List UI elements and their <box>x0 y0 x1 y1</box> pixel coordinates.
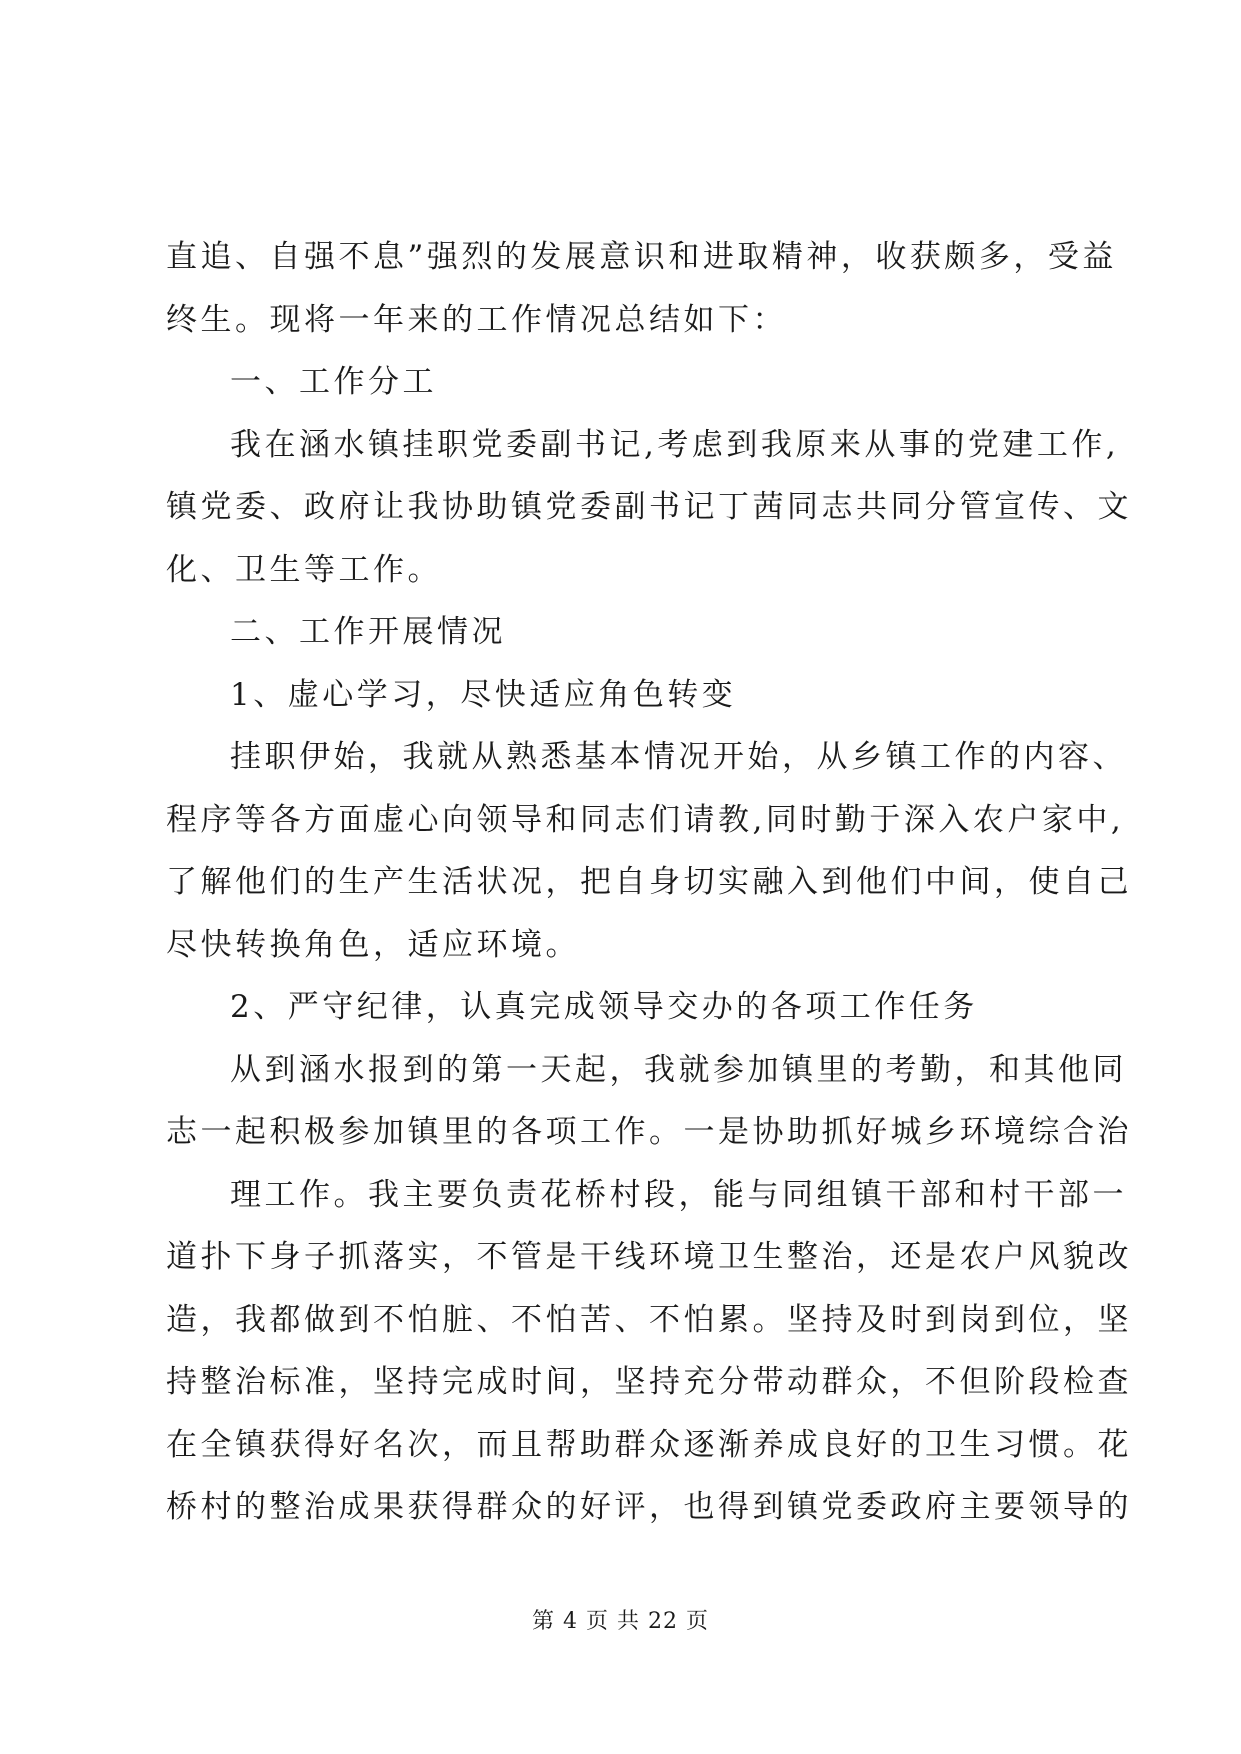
section-heading: 二、工作开展情况 <box>230 614 506 650</box>
subsection-heading: 2、严守纪律，认真完成领导交办的各项工作任务 <box>230 989 978 1025</box>
text-line: 了解他们的生产生活状况，把自身切实融入到他们中间，使自己 <box>166 864 1132 900</box>
text-line: 挂职伊始，我就从熟悉基本情况开始，从乡镇工作的内容、 <box>230 739 1127 775</box>
text-line: 化、卫生等工作。 <box>166 551 442 588</box>
text-line: 镇党委、政府让我协助镇党委副书记丁茜同志共同分管宣传、文 <box>166 489 1132 525</box>
document-body <box>166 226 1132 1539</box>
text-line: 桥村的整治成果获得群众的好评，也得到镇党委政府主要领导的 <box>166 1489 1132 1525</box>
text-line: 持整治标准，坚持完成时间，坚持充分带动群众，不但阶段检查 <box>166 1364 1132 1400</box>
text-line: 造，我都做到不怕脏、不怕苦、不怕累。坚持及时到岗到位，坚 <box>166 1301 1132 1338</box>
text-line: 从到涵水报到的第一天起，我就参加镇里的考勤，和其他同 <box>230 1051 1127 1088</box>
text-line: 在全镇获得好名次，而且帮助群众逐渐养成良好的卫生习惯。花 <box>166 1426 1132 1463</box>
text-line: 程序等各方面虚心向领导和同志们请教,同时勤于深入农户家中, <box>166 801 1125 838</box>
section-heading: 一、工作分工 <box>230 364 437 400</box>
text-line: 尽快转换角色，适应环境。 <box>166 926 580 963</box>
text-line: 终生。现将一年来的工作情况总结如下： <box>166 301 787 338</box>
text-line: 我在涵水镇挂职党委副书记,考虑到我原来从事的党建工作, <box>230 426 1120 463</box>
page-number-footer: 第 4 页 共 22 页 <box>532 1609 709 1634</box>
text-line: 道扑下身子抓落实，不管是干线环境卫生整治，还是农户风貌改 <box>166 1239 1132 1275</box>
text-line: 志一起积极参加镇里的各项工作。一是协助抓好城乡环境综合治 <box>166 1114 1132 1150</box>
text-line: 理工作。我主要负责花桥村段，能与同组镇干部和村干部一 <box>230 1176 1127 1213</box>
text-line: 直追、自强不息”强烈的发展意识和进取精神，收获颇多，受益 <box>166 239 1117 275</box>
subsection-heading: 1、虚心学习，尽快适应角色转变 <box>230 676 737 713</box>
